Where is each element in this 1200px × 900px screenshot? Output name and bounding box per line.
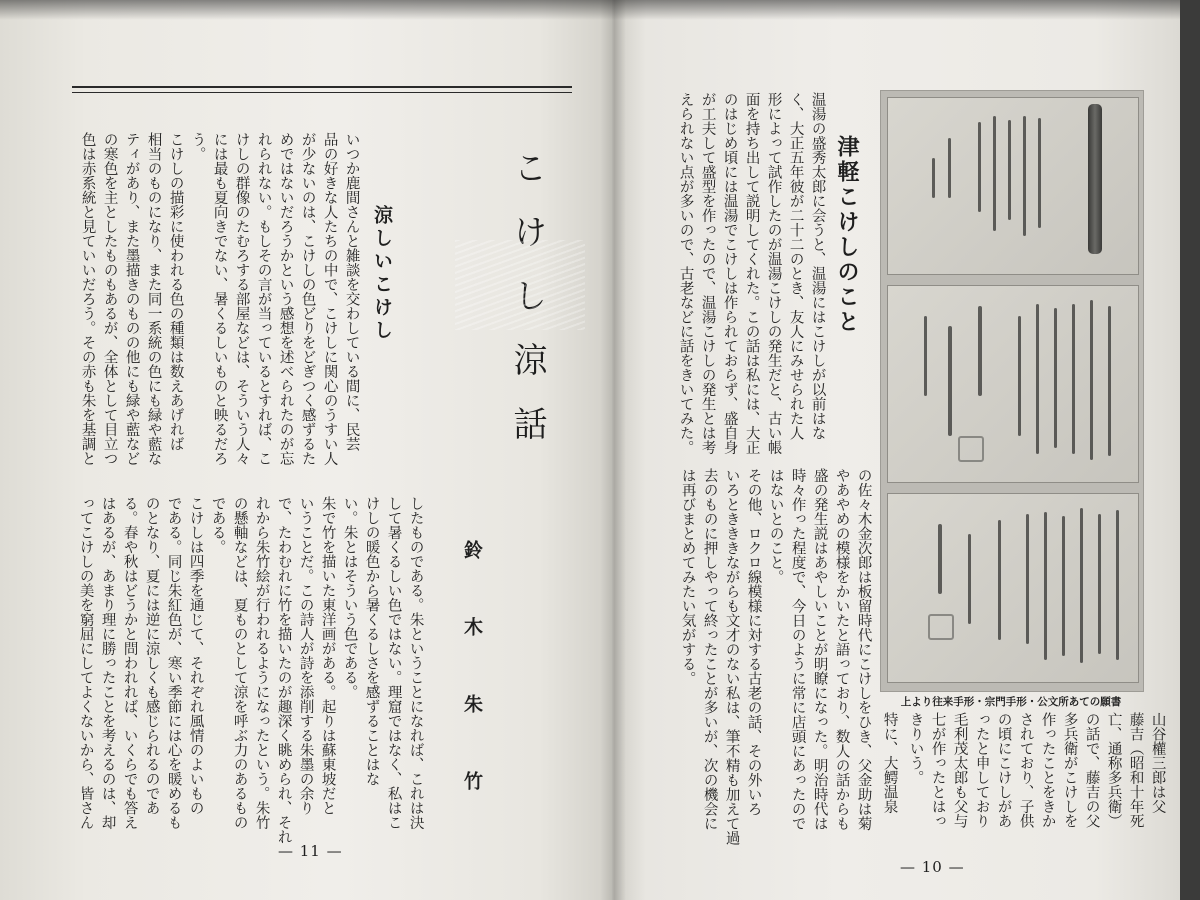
text-column: が少ないのは、こけしの色どりをどぎつく感ずるた bbox=[299, 132, 316, 466]
text-column: 去のものに押しやって終ったことが多いが、次の機会に bbox=[701, 468, 718, 831]
text-column: こけしの描彩に使われる色の種類は数えあげれば bbox=[167, 132, 184, 451]
text-column: めではないだろうかという感想を述べられたのが忘 bbox=[277, 132, 294, 466]
text-column: のはじめ頃には温湯でこけしは作られておらず、盛自身 bbox=[721, 92, 738, 455]
text-column: 毛利茂太郎も父与 bbox=[951, 712, 968, 828]
text-column: のとなり、夏には逆に涼しくも感じられるのであ bbox=[143, 496, 160, 815]
text-column: には最も夏向きでない、暑くるしいものと映るだろ bbox=[211, 132, 228, 466]
background-edge bbox=[1180, 0, 1200, 900]
page-number-right: — 10 — bbox=[900, 858, 965, 876]
text-column: の懸軸などは、夏ものとして涼を呼ぶ力のあるもの bbox=[231, 496, 248, 830]
text-column: けしの群像のたむろする部屋などは、そういう人々 bbox=[233, 132, 250, 466]
text-column: 特に、大鰐温泉 bbox=[881, 712, 898, 814]
text-column: い。朱とはそういう色である。 bbox=[341, 496, 358, 699]
text-column: 朱で竹を描いた東洋画がある。起りは蘇東坡だと bbox=[319, 496, 336, 815]
text-column: る。春や秋はどうかと問われれば、いくらでも答え bbox=[121, 496, 138, 830]
text-column: 品の好きな人たちの中で、こけしに関心のうすい人 bbox=[321, 132, 338, 466]
text-column: いろときききながらも文才のない私は、筆不精も加えて過 bbox=[723, 468, 740, 845]
text-column: こけしは四季を通じて、それぞれ風情のよいもの bbox=[187, 496, 204, 815]
text-column: 山谷權三郎は父 bbox=[1149, 712, 1166, 814]
text-column: されており、子供 bbox=[1017, 712, 1034, 828]
document-sheet-image bbox=[887, 285, 1139, 483]
text-column: いつか鹿間さんと雑談を交わしている間に、民芸 bbox=[343, 132, 360, 451]
text-column: ってこけしの美を窮屈にしてよくないから、皆さん bbox=[77, 496, 94, 830]
text-column: したものである。朱ということになれば、これは決 bbox=[407, 496, 424, 830]
text-column: う。 bbox=[189, 132, 206, 161]
text-column: はないとのこと。 bbox=[767, 468, 784, 584]
right-article-title: 津軽こけしのこと bbox=[834, 135, 860, 335]
text-column: 相当のものになり、また同一系統の色にも緑や藍な bbox=[145, 132, 162, 466]
text-column: 形によって試作したのが温湯こけしの発生だと、古い帳 bbox=[765, 92, 782, 455]
text-column: 亡、通称多兵衛） bbox=[1105, 712, 1122, 828]
text-column: いうことだ。この詩人が詩を添削する朱墨の余り bbox=[297, 496, 314, 815]
text-column: 面を持ち出して説明してくれた。この話は私には、大正 bbox=[743, 92, 760, 455]
text-column: 藤吉（昭和十年死 bbox=[1127, 712, 1144, 828]
text-column: 盛の発生説はあやしいことが明瞭になった。明治時代は bbox=[811, 468, 828, 831]
article-title: こけし涼話 bbox=[507, 150, 547, 470]
article-author: 鈴木朱竹 bbox=[461, 540, 483, 848]
text-column: である。同じ朱紅色が、寒い季節には心を暖めるも bbox=[165, 496, 182, 830]
text-column: やあやめの模様をかいたと語っており、数人の話からも bbox=[833, 468, 850, 831]
photo-caption: 上より往来手形・宗門手形・公文所あての願書 bbox=[900, 696, 1122, 708]
text-column: その他、ロクロ線模様に対する古老の話、その外いろ bbox=[745, 468, 762, 816]
text-column: れられない。もしその言が当っているとすれば、こ bbox=[255, 132, 272, 466]
page-number-left: — 11 — bbox=[278, 842, 343, 860]
text-column: えられない点が多いので、古老などに話をきいてみた。 bbox=[677, 92, 694, 455]
text-column: 多兵衛がこけしを bbox=[1061, 712, 1078, 828]
document-scroll-image bbox=[887, 97, 1139, 275]
scroll-rod bbox=[1088, 104, 1102, 254]
document-photo bbox=[880, 90, 1144, 692]
text-column: である。 bbox=[209, 496, 226, 554]
text-column: れから朱竹絵が行われるようになったという。朱竹 bbox=[253, 496, 270, 830]
text-column: く、大正五年彼が二十二のとき、友人にみせられた人 bbox=[787, 92, 804, 440]
text-column: 時々作った程度で、今日のように常に店頭にあったので bbox=[789, 468, 806, 831]
text-column: の話で、藤吉の父 bbox=[1083, 712, 1100, 828]
text-column: けしの暖色から暑くるしさを感ずることはな bbox=[363, 496, 380, 786]
text-column: 作ったことをきか bbox=[1039, 712, 1056, 828]
ornamental-rule bbox=[72, 86, 572, 97]
text-column: で、たわむれに竹を描いたのが趣深く眺められ、それ bbox=[275, 496, 292, 844]
text-column: は再びまとめてみたい気がする。 bbox=[679, 468, 696, 686]
text-column: きりいう。 bbox=[907, 712, 924, 785]
text-column: が工夫して盛型を作ったので、温湯こけしの発生とは考 bbox=[699, 92, 716, 455]
text-column: の寒色を主としたものもあるが、全体として目立つ bbox=[101, 132, 118, 466]
text-column: ティがあり、また墨描きのものの他にも緑や藍など bbox=[123, 132, 140, 466]
document-letter-image bbox=[887, 493, 1139, 683]
article-subtitle: 涼しいこけし bbox=[371, 205, 393, 343]
text-column: の佐々木金次郎は板留時代にこけしをひき、父金助は菊 bbox=[855, 468, 872, 831]
text-column: の頃にこけしがあ bbox=[995, 712, 1012, 828]
text-column: 色は赤系統と見ていいだろう。その赤も朱を基調と bbox=[79, 132, 96, 466]
text-column: はあるが、あまり理に勝ったことを考えるのは、却 bbox=[99, 496, 116, 830]
text-column: 温湯の盛秀太郎に会うと、温湯にはこけしが以前はな bbox=[809, 92, 826, 440]
text-column: 七が作ったとはっ bbox=[929, 712, 946, 828]
text-column: ったと申しており bbox=[973, 712, 990, 828]
text-column: して暑くるしい色ではない。理窟ではなく、私はこ bbox=[385, 496, 402, 830]
